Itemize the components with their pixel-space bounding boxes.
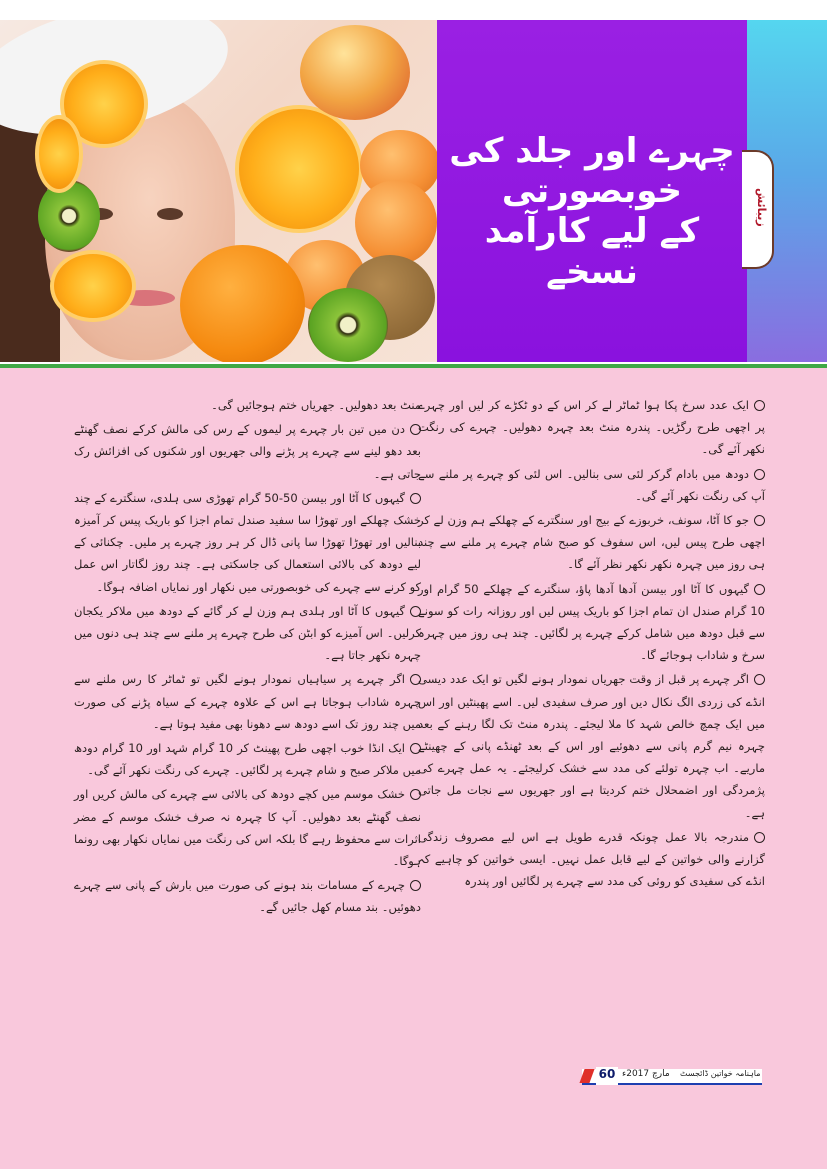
list-item: خشک موسم میں کچے دودھ کی بالائی سے چہرے کی مالش کریں اور نصف گھنٹے بعد دھولیں۔ آپ کا چہرہ نہ صرف خشک موسم کے مضر اثرات سے محفوظ رہے گا بلکہ اس کی رنگت میں نمایاں نکھار بھی رونما ہوگا۔ bbox=[74, 787, 421, 869]
bullet-icon bbox=[754, 400, 765, 411]
page-title-line1: چہرے اور جلد کی خوبصورتی bbox=[449, 131, 735, 211]
list-item: ایک عدد سرخ پکا ہوا ٹماٹر لے کر اس کے دو ٹکڑے کر لیں اور چہرے پر اچھی طرح رگڑیں۔ پندرہ منٹ بعد چہرہ دھولیں۔ چہرے کی رنگت نکھر آئے گی۔ bbox=[418, 398, 765, 457]
bullet-icon bbox=[410, 424, 421, 435]
list-item-continued: منٹ بعد دھولیں۔ جھریاں ختم ہوجائیں گی۔ bbox=[211, 398, 421, 412]
list-item: ایک انڈا خوب اچھی طرح پھینٹ کر 10 گرام شہد اور 10 گرام دودھ میں ملاکر صبح و شام چہرے پر لگائیں۔ چہرے کی رنگت نکھر آئے گی۔ bbox=[74, 741, 421, 778]
bullet-icon bbox=[754, 515, 765, 526]
list-item: گیہوں کا آٹا اور ہلدی ہم وزن لے کر گائے کے دودھ میں ملاکر یکجان کرلیں۔ اس آمیزے کو ابٹن کی طرح چہرے پر ملنے سے چند ہی دنوں میں چہرہ نکھر جاتا ہے۔ bbox=[74, 603, 421, 663]
list-item: جو کا آٹا، سونف، خربوزے کے بیج اور سنگترے کے چھلکے ہم وزن لے کر اچھی طرح پیس لیں، اس سفوف کو صبح شام چہرے پر ملنے سے چند ہی روز میں چہرہ نکھر نکھر نظر آئے گا۔ bbox=[418, 513, 765, 572]
list-item: اگر چہرے پر سیاہیاں نمودار ہونے لگیں تو ٹماٹر کا رس ملنے سے چہرہ شاداب ہوجاتا ہے اس کے علاوہ چہرے کے سیاہ پڑنے کی صورت میں چند روز تک اسے دودھ سے دھونا بھی مفید ہوتا ہے۔ bbox=[74, 672, 421, 731]
list-item: گیہوں کا آٹا اور بیسن آدھا آدھا پاؤ، سنگترے کے چھلکے 50 گرام اور 10 گرام صندل ان تمام اجزا کو باریک پیس لیں اور روزانہ رات کو سونے سے قبل دودھ میں شامل کرکے چہرے پر لگائیں۔ چند ہی روز میں چہرہ سرخ و شاداب ہوجائے گا۔ bbox=[418, 581, 765, 663]
orange-slice-eye bbox=[35, 115, 83, 193]
orange-half bbox=[235, 105, 363, 233]
apricot-2 bbox=[355, 180, 437, 265]
bullet-icon bbox=[754, 584, 765, 595]
list-item: گیہوں کا آٹا اور بیسن 50-50 گرام تھوڑی سی ہلدی، سنگترے کے چند خشک چھلکے اور تھوڑا سا سفید صندل تمام اجزا کو باریک پیس کر آمیزہ بنالیں اور تھوڑا تھوڑا سا پانی ڈال کر ہر روز چہرے پر ملیں۔ چکنائی کے لیے دودھ کی بالائی استعمال کی جاسکتی ہے۔ چند روز لگاتار اس عمل کو کرنے سے چہرے کی خوبصورتی میں نکھار اور نمایاں اضافہ ہوگا۔ bbox=[74, 490, 421, 594]
bullet-icon bbox=[754, 832, 765, 843]
list-item: دودھ میں بادام گرکر لئی سی بنالیں۔ اس لئی کو چہرے پر ملنے سے آپ کی رنگت نکھر آئے گی۔ bbox=[418, 466, 765, 503]
header-divider bbox=[0, 364, 827, 368]
text-column-right bbox=[418, 394, 765, 894]
text-column-left bbox=[74, 394, 421, 921]
bullet-icon bbox=[410, 743, 421, 754]
beauty-photo bbox=[0, 20, 437, 362]
section-tab-label: زیبائش bbox=[755, 188, 768, 227]
kiwi-slice-cheek bbox=[38, 180, 100, 252]
title-banner bbox=[437, 20, 747, 362]
orange-slice-chin bbox=[50, 250, 136, 322]
magazine-name: ماہنامہ خواتین ڈائجسٹ bbox=[680, 1069, 761, 1078]
bullet-icon bbox=[410, 606, 421, 617]
right-eye bbox=[157, 208, 183, 220]
bullet-icon bbox=[410, 789, 421, 800]
list-item: اگر چہرے پر قبل از وقت جھریاں نمودار ہونے لگیں تو ایک عدد دیسی انڈے کی زردی الگ نکال دیں اور صرف سفیدی لیں۔ اسے پھینٹیں اور اس میں ایک چمچ خالص شہد کا ملا لیجئے۔ پندرہ منٹ تک لگا رہنے کے بعد چہرہ نیم گرم پانی سے دھوئیے اور اس کے بعد ٹھنڈے پانی کے چھینٹے ماریے۔ اب چہرہ تولئے کی مدد سے خشک کرلیجئے۔ یہ عمل چہرے کی پژمردگی اور اضمحلال ختم کردیتا ہے اور جھریوں سے نجات مل جاتی ہے۔ bbox=[418, 672, 765, 820]
bullet-icon bbox=[754, 469, 765, 480]
issue-date: مارچ 2017ء bbox=[622, 1069, 670, 1079]
bullet-icon bbox=[410, 880, 421, 891]
page-footer bbox=[582, 1067, 762, 1085]
bullet-icon bbox=[754, 674, 765, 685]
kiwi-half bbox=[308, 288, 388, 362]
list-item: چہرے کے مسامات بند ہونے کی صورت میں بارش کے پانی سے چہرے دھوئیں۔ بند مسام کھل جائیں گے۔ bbox=[74, 878, 421, 915]
peach bbox=[300, 25, 410, 120]
bullet-icon bbox=[410, 493, 421, 504]
page-number: 60 bbox=[596, 1067, 618, 1085]
whole-orange bbox=[180, 245, 305, 362]
page-title-line2: کے لیے کارآمد نسخے bbox=[484, 211, 700, 292]
bullet-icon bbox=[410, 674, 421, 685]
list-item: مندرجہ بالا عمل چونکہ قدرے طویل ہے اس لیے مصروف زندگی گزارنے والی خواتین کے لیے قابل عمل نہیں۔ ایسی خواتین کو چاہیے کہ انڈے کی سفیدی کو روئی کی مدد سے چہرے پر لگائیں اور پندرہ bbox=[418, 829, 765, 889]
list-item: دن میں تین بار چہرے پر لیموں کے رس کی مالش کرکے نصف گھنٹے بعد دھو لینے سے چہرے پر پڑنے والی جھریوں اور شکنوں کی افزائش رک جاتی ہے۔ bbox=[74, 422, 421, 481]
